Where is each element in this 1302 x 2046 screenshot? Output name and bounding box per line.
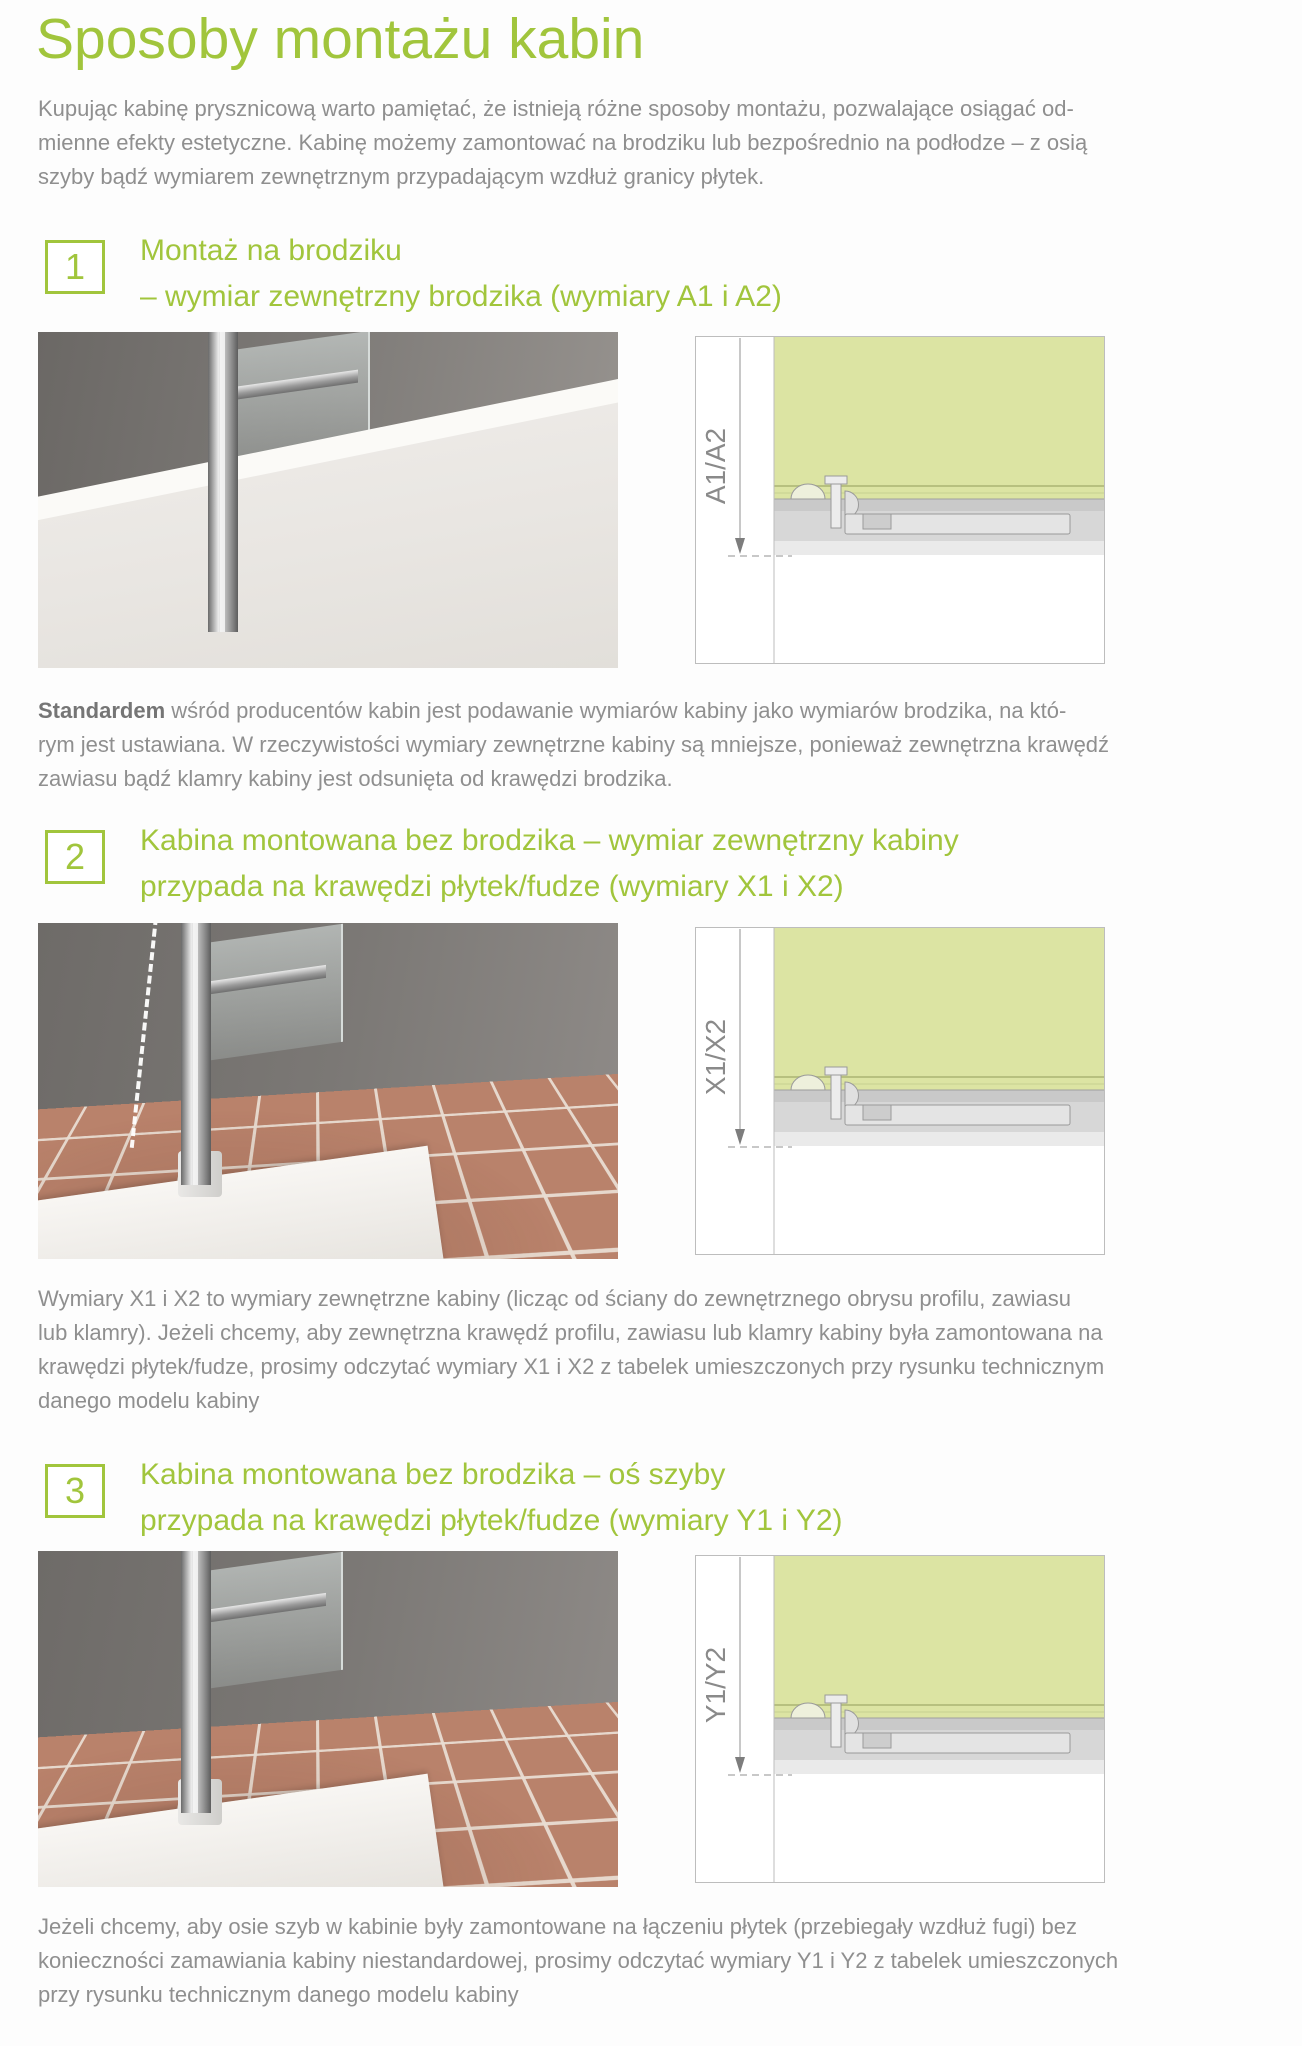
paragraph-line: Wymiary X1 i X2 to wymiary zewnętrzne kabiny (licząc od ściany do zewnętrznego obrysu profilu, zawiasu: [38, 1286, 1072, 1311]
paragraph-line: rym jest ustawiana. W rzeczywistości wymiary zewnętrzne kabiny są mniejsze, ponieważ zewnętrzna krawędź: [38, 732, 1110, 757]
paragraph-x1-x2: [38, 1282, 1288, 1418]
heading-line: – wymiar zewnętrzny brodzika (wymiary A1 i A2): [140, 280, 782, 313]
paragraph-text: wśród producentów kabin jest podawanie wymiarów kabiny jako wymiarów brodzika, na któ-: [165, 698, 1067, 723]
section-2-diagram: [695, 927, 1105, 1255]
section-2-number-box: [45, 830, 105, 884]
hinge-profile-bar: [181, 923, 211, 1185]
paragraph-line: danego modelu kabiny: [38, 1388, 260, 1413]
paragraph-line: [38, 694, 1288, 728]
paragraph-line: przy rysunku technicznym danego modelu kabiny: [38, 1982, 519, 2007]
paragraph-y1-y2: [38, 1910, 1288, 2012]
section-1-figures: [0, 332, 1302, 672]
heading-line: Kabina montowana bez brodzika – oś szyby: [140, 1458, 726, 1491]
intro-line: Kupując kabinę prysznicową warto pamiętać, że istnieją różne sposoby montażu, pozwalające osiągać od-: [38, 96, 1074, 121]
page-title: Sposoby montażu kabin: [36, 7, 645, 71]
section-2-figures: [0, 923, 1302, 1263]
section-2-header: [0, 818, 1302, 928]
hinge-profile-bar: [181, 1551, 211, 1813]
intro-line: mienne efekty estetyczne. Kabinę możemy zamontować na brodziku lub bezpośrednio na podłodze – z osią: [38, 130, 1088, 155]
intro-paragraph: [38, 92, 1288, 194]
section-3-number-box: [45, 1464, 105, 1518]
glass-clamp: [831, 1703, 841, 1747]
section-2-heading: [140, 818, 959, 910]
section-3-diagram: [695, 1555, 1105, 1883]
glass-panel: [211, 1552, 343, 1689]
section-1-heading: [140, 228, 782, 320]
section-1-number-box: [45, 240, 105, 294]
section-3-photo: [38, 1551, 618, 1887]
section-3-figures: [0, 1551, 1302, 1891]
paragraph-standardem: [38, 694, 1288, 796]
section-3-header: [0, 1452, 1302, 1562]
glass-clamp: [831, 1075, 841, 1119]
hinge-highlight: [193, 923, 198, 1185]
hinge-profile-bar: [208, 332, 238, 632]
section-1-diagram: [695, 336, 1105, 664]
bold-lead: Standardem: [38, 698, 166, 723]
heading-line: Montaż na brodziku: [140, 234, 402, 267]
paragraph-line: krawędzi płytek/fudze, prosimy odczytać wymiary X1 i X2 z tabelek umieszczonych przy rysunku technicznym: [38, 1354, 1105, 1379]
hinge-highlight: [220, 332, 225, 632]
section-number: 2: [64, 836, 86, 877]
dimension-label: A1/A2: [700, 427, 731, 505]
heading-line: przypada na krawędzi płytek/fudze (wymiary X1 i X2): [140, 870, 844, 903]
glass-panel-section: [775, 337, 1105, 499]
section-1-header: [0, 228, 1302, 338]
glass-panel-section: [775, 1556, 1105, 1718]
glass-panel: [211, 924, 343, 1061]
paragraph-line: konieczności zamawiania kabiny niestandardowej, prosimy odczytać wymiary Y1 i Y2 z tabelek umieszczonych: [38, 1948, 1119, 1973]
section-2-photo: [38, 923, 618, 1259]
paragraph-line: zawiasu bądź klamry kabiny jest odsunięta od krawędzi brodzika.: [38, 766, 673, 791]
intro-line: szyby bądź wymiarem zewnętrznym przypadającym wzdłuż granicy płytek.: [38, 164, 765, 189]
section-number: 3: [64, 1470, 86, 1511]
paragraph-line: lub klamry). Jeżeli chcemy, aby zewnętrzna krawędź profilu, zawiasu lub klamry kabiny była zamontowana na: [38, 1320, 1103, 1345]
paragraph-line: Jeżeli chcemy, aby osie szyb w kabinie były zamontowane na łączeniu płytek (przebiegały wzdłuż fugi) bez: [38, 1914, 1077, 1939]
dimension-label: Y1/Y2: [700, 1646, 731, 1724]
hinge-highlight: [193, 1551, 198, 1813]
section-1-photo: [38, 332, 618, 668]
glass-panel-section: [775, 928, 1105, 1090]
heading-line: Kabina montowana bez brodzika – wymiar zewnętrzny kabiny: [140, 824, 959, 857]
heading-line: przypada na krawędzi płytek/fudze (wymiary Y1 i Y2): [140, 1504, 843, 1537]
glass-clamp: [831, 484, 841, 528]
section-number: 1: [64, 246, 86, 287]
section-3-heading: [140, 1452, 843, 1544]
dimension-label: X1/X2: [700, 1018, 731, 1096]
